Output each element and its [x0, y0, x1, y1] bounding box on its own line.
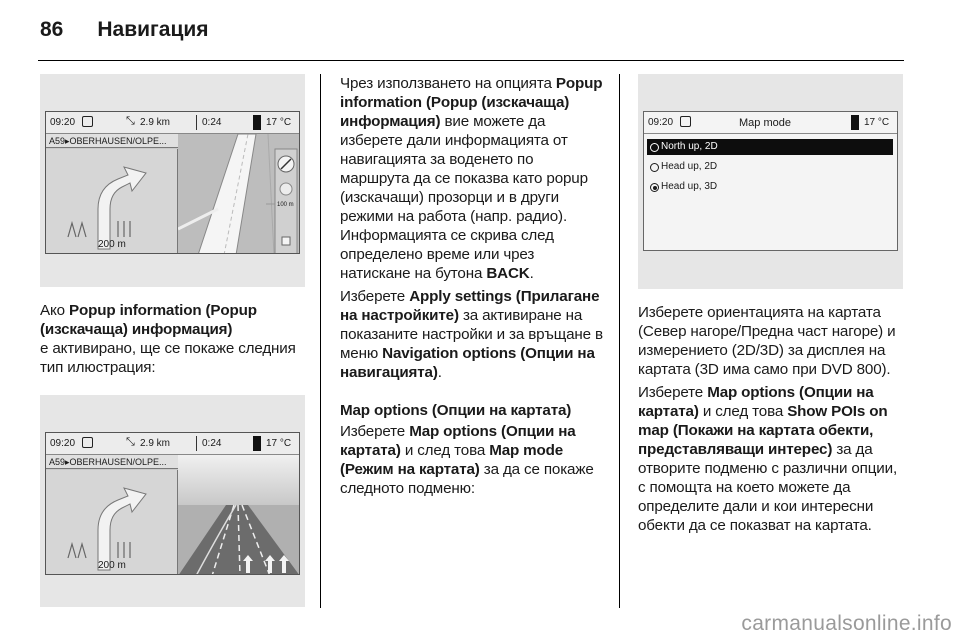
temperature: 17 °C: [266, 117, 292, 128]
paragraph: Изберете Map options (Опции на картата) и след това Show POIs on map (Покажи на картата обекти, представляващи интерес) за да отворите подменю с различни опции, с помощта на което можете да определите дали и кои интересни обекти да се показват на картата.: [638, 384, 898, 534]
destination-flag-icon: [82, 116, 93, 127]
lane-guidance-image: [178, 455, 300, 575]
nav-screenshot-2d: [40, 74, 305, 287]
route-icon: ⤡: [126, 115, 135, 127]
menu-title: Map mode: [739, 117, 791, 129]
time-remaining: 0:24: [202, 117, 222, 128]
map-mode-status-bar: [644, 112, 897, 134]
paragraph: Ако Popup information (Popup (изскачаща) информация): [40, 302, 257, 338]
map-view-2d: [178, 134, 299, 253]
turn-distance: 200 m: [98, 239, 126, 250]
map-scale: 100 m: [277, 202, 294, 208]
option-head-up-2d[interactable]: Head up, 2D: [647, 159, 893, 175]
destination-flag-icon: [680, 116, 691, 127]
paragraph: Изберете Map options (Опции на картата) и след това Map mode (Режим на картата) за да се покаже следното подменю:: [340, 423, 594, 497]
map-mode-screenshot: [638, 74, 903, 289]
radio-icon: [650, 143, 659, 152]
road-name: A59▸OBERHAUSEN/OLPE...: [46, 455, 178, 469]
nav-screenshot-3d: [40, 395, 305, 607]
map-canvas: [178, 134, 300, 254]
watermark: carmanualsonline.info: [741, 612, 952, 635]
paragraph: Чрез използването на опцията Popup information (Popup (изскачаща) информация) вие можете да изберете дали информацията от навигацията за воденето по маршрута да се показва като popup (изскачащи) прозорци и в други режими на работа (напр. радио). Информацията се скрива след определено време или чрез натискане на бутона BACK.: [340, 75, 603, 282]
column-divider: [320, 74, 321, 608]
route-icon: ⤡: [126, 436, 135, 448]
clock: 09:20: [648, 117, 674, 128]
road-name: A59▸OBERHAUSEN/OLPE...: [46, 134, 178, 148]
clock: 09:20: [50, 117, 76, 128]
radio-checked-icon: [650, 183, 659, 192]
map-mode-display: [643, 111, 898, 251]
column-divider: [619, 74, 620, 608]
distance-remaining: 2.9 km: [140, 438, 171, 449]
temperature: 17 °C: [864, 117, 890, 128]
temperature: 17 °C: [266, 438, 292, 449]
nav-status-bar: [46, 112, 299, 134]
column-right: [638, 74, 904, 535]
clock: 09:20: [50, 438, 76, 449]
status-divider: [196, 436, 197, 451]
option-head-up-3d[interactable]: Head up, 3D: [647, 179, 893, 195]
page-title: Навигация: [97, 18, 209, 41]
header-rule: [38, 60, 904, 61]
thermometer-icon: [851, 115, 859, 130]
page-header: [40, 14, 209, 46]
distance-remaining: 2.9 km: [140, 117, 171, 128]
radio-icon: [650, 163, 659, 172]
nav-display: [45, 111, 300, 254]
paragraph: Изберете ориентацията на картата (Север нагоре/Предна част нагоре) и измерението (2D/3D) за дисплея на картата (3D има само при DVD 800).: [638, 304, 896, 378]
option-north-up-2d[interactable]: North up, 2D: [647, 139, 893, 155]
status-divider: [196, 115, 197, 130]
paragraph: е активирано, ще се покаже следния тип илюстрация:: [40, 340, 296, 376]
turn-panel: [46, 149, 178, 254]
paragraph: Изберете Apply settings (Прилагане на настройките) за активиране на показаните настройки и за връщане в меню Navigation options (Опции на навигацията).: [340, 288, 603, 381]
time-remaining: 0:24: [202, 438, 222, 449]
nav-display: [45, 432, 300, 575]
column-left: [40, 74, 305, 607]
turn-panel: [46, 470, 178, 575]
thermometer-icon: [253, 436, 261, 451]
turn-distance: 200 m: [98, 560, 126, 571]
nav-status-bar: [46, 433, 299, 455]
section-heading: Map options (Опции на картата): [340, 402, 572, 419]
column-middle: [340, 74, 605, 498]
thermometer-icon: [253, 115, 261, 130]
page-number: 86: [40, 18, 64, 41]
destination-flag-icon: [82, 437, 93, 448]
lane-view-3d: [178, 455, 299, 574]
